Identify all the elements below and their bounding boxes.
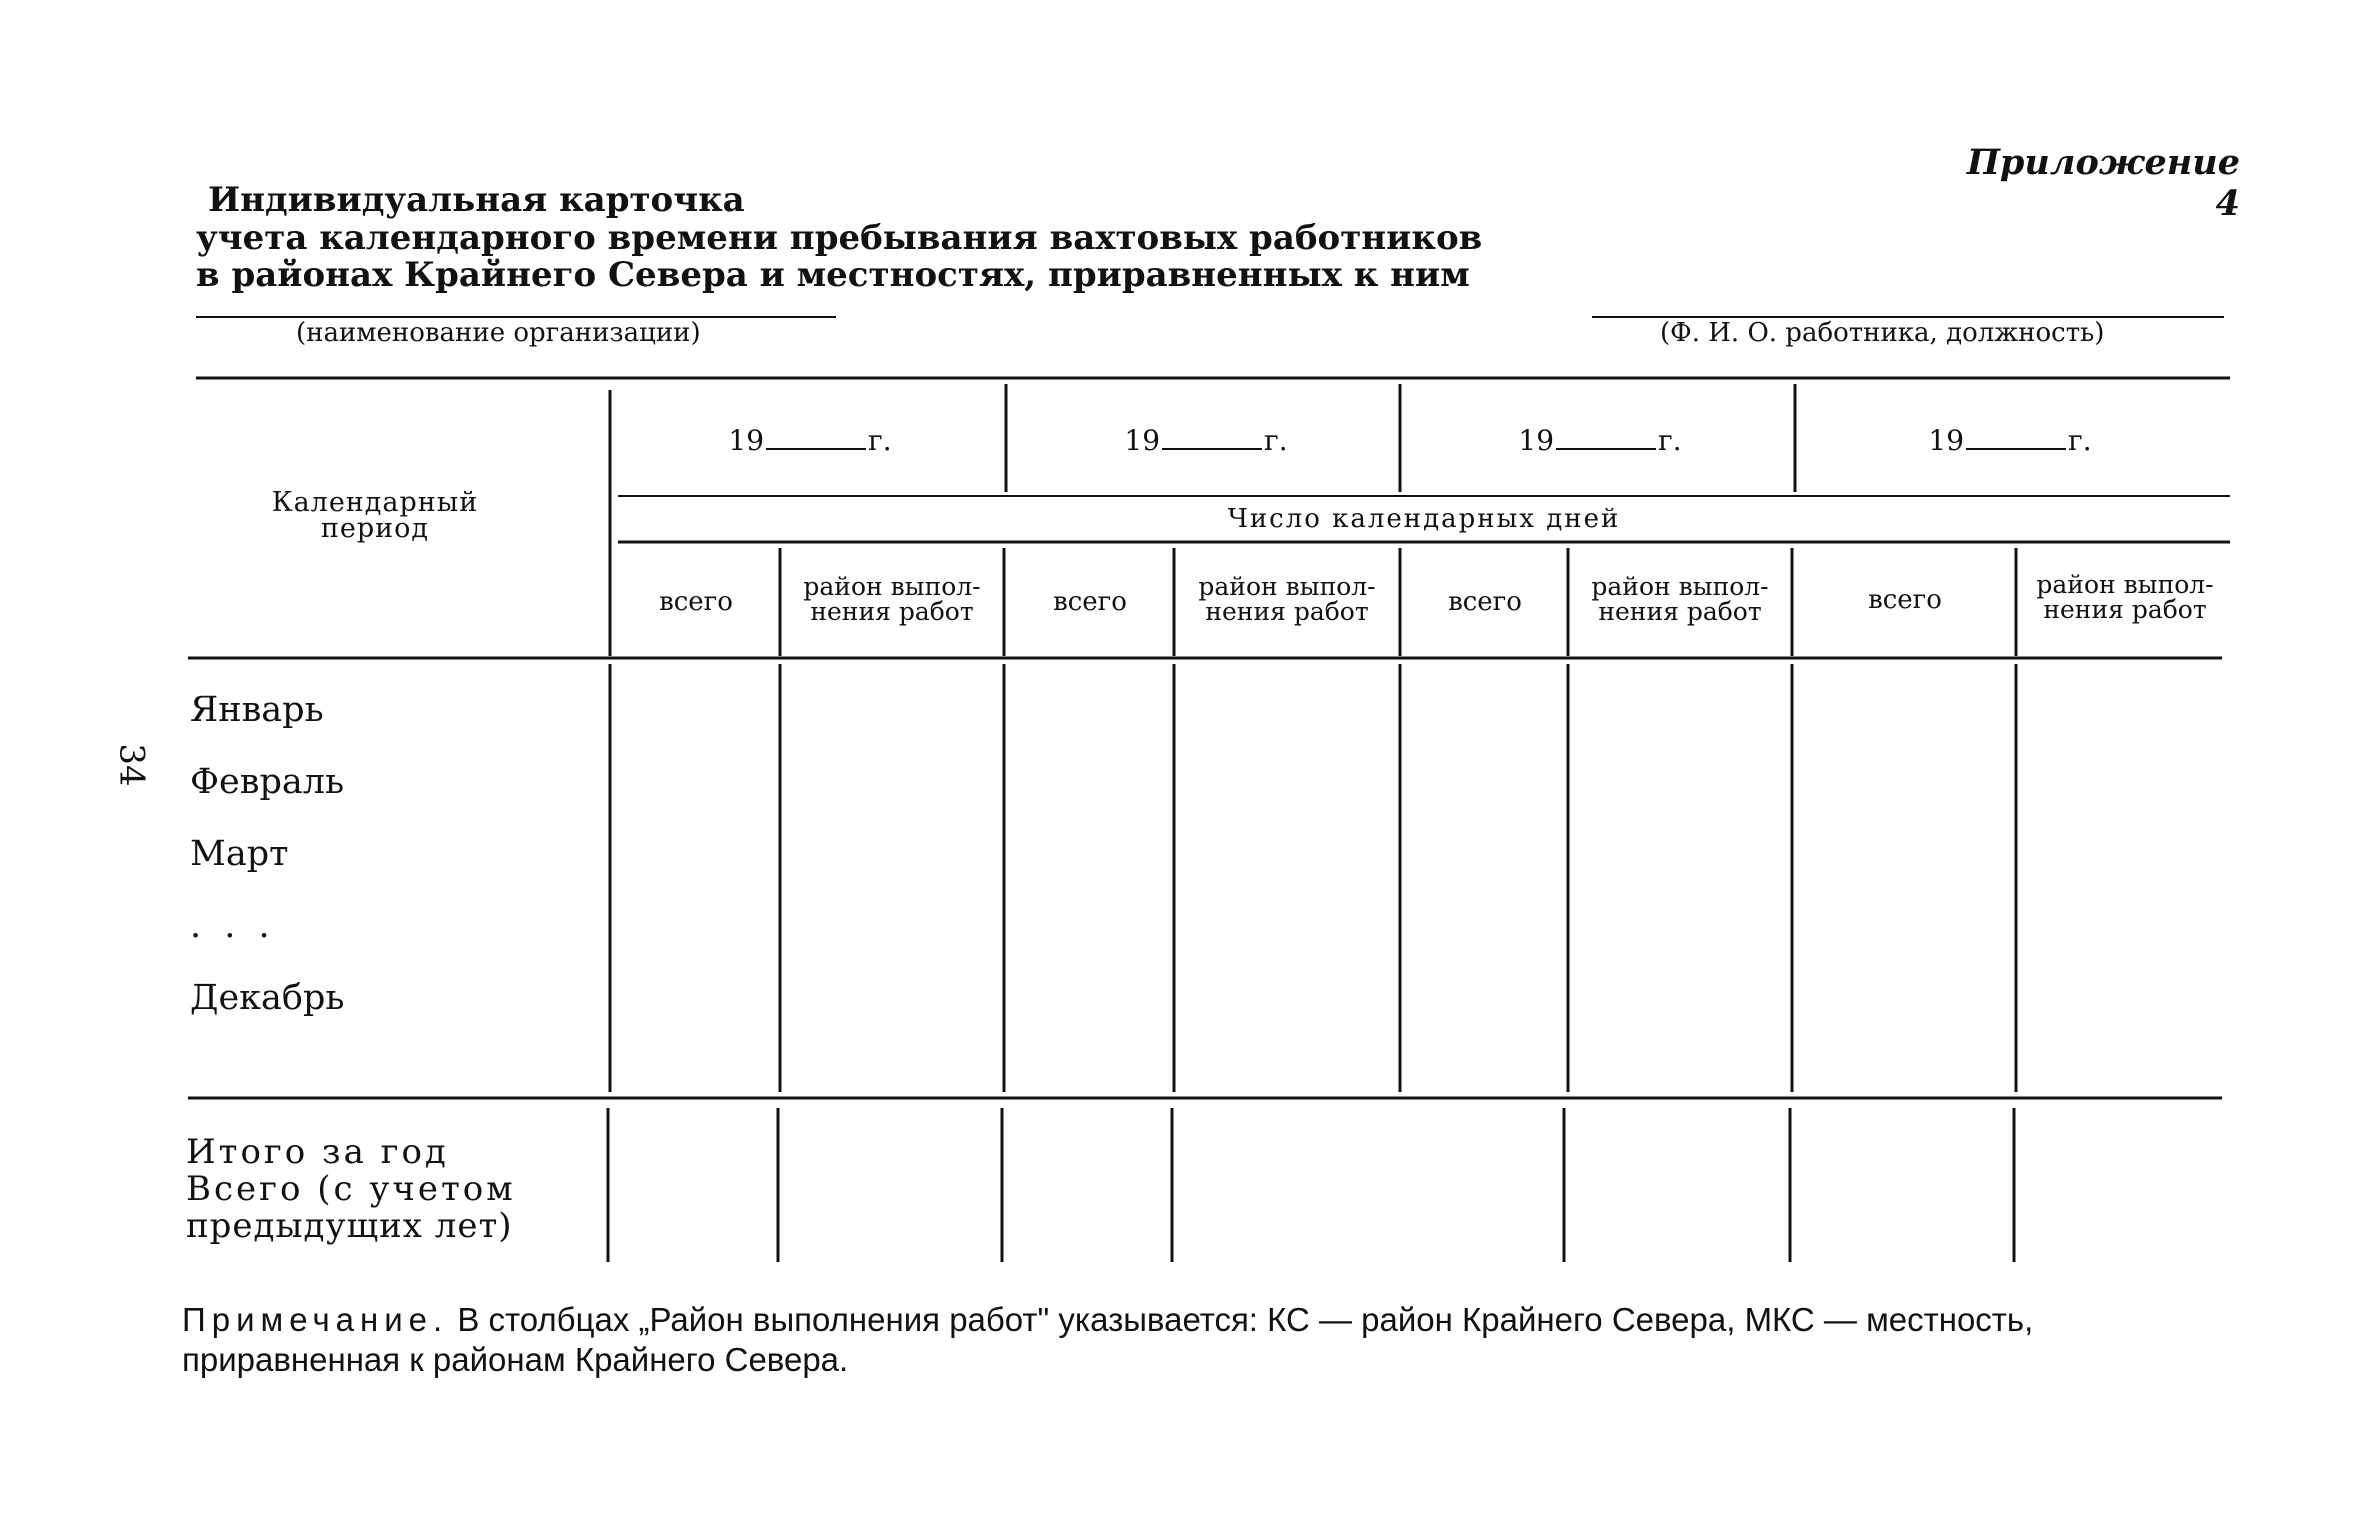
organization-caption: (наименование организации) xyxy=(296,318,701,348)
col-region-1: район выпол- нения работ xyxy=(803,572,981,626)
card-subtitle-line1: учета календарного времени пребывания вахтовых работников xyxy=(196,218,1483,258)
year-cell-4[interactable]: 19 г. xyxy=(1928,424,2092,457)
worker-caption: (Ф. И. О. работника, должность) xyxy=(1660,318,2105,348)
month-row-february: Февраль xyxy=(190,762,345,802)
col-region-4: район выпол- нения работ xyxy=(2036,570,2214,624)
month-row-ellipsis: . . . xyxy=(190,906,276,946)
month-row-january: Январь xyxy=(190,690,324,730)
footnote-text: В столбцах „Район выполнения работ" указывается: КС — район Крайнего Севера, МКС — местность, приравненная к районам Крайнего Севера. xyxy=(182,1301,2034,1378)
days-header: Число календарных дней xyxy=(1227,504,1621,534)
year-blank xyxy=(1556,426,1656,450)
col-total-4: всего xyxy=(1868,585,1942,615)
col-total-3: всего xyxy=(1448,587,1522,617)
month-row-march: Март xyxy=(190,834,289,874)
year-blank xyxy=(766,426,866,450)
footnote xyxy=(182,1300,2222,1380)
year-cell-2[interactable]: 19 г. xyxy=(1124,424,1288,457)
col-total-1: всего xyxy=(659,587,733,617)
total-all-label: Всего (с учетом xyxy=(186,1169,516,1209)
card-title: Индивидуальная карточка xyxy=(208,180,745,220)
year-cell-3[interactable]: 19 г. xyxy=(1518,424,1682,457)
col-total-2: всего xyxy=(1053,587,1127,617)
page-number: 34 xyxy=(111,743,152,787)
total-all-label-cont: предыдущих лет) xyxy=(186,1206,513,1246)
appendix-label: Приложение 4 xyxy=(1966,142,2240,224)
month-row-december: Декабрь xyxy=(190,978,345,1018)
card-subtitle-line2: в районах Крайнего Севера и местностях, приравненных к ним xyxy=(196,255,1470,295)
year-blank xyxy=(1162,426,1262,450)
period-header: Календарный период xyxy=(271,487,479,544)
total-year-label: Итого за год xyxy=(186,1132,449,1172)
footnote-label: Примечание. xyxy=(182,1301,449,1338)
year-cell-1[interactable]: 19 г. xyxy=(728,424,892,457)
year-blank xyxy=(1966,426,2066,450)
col-region-2: район выпол- нения работ xyxy=(1198,572,1376,626)
col-region-3: район выпол- нения работ xyxy=(1591,572,1769,626)
